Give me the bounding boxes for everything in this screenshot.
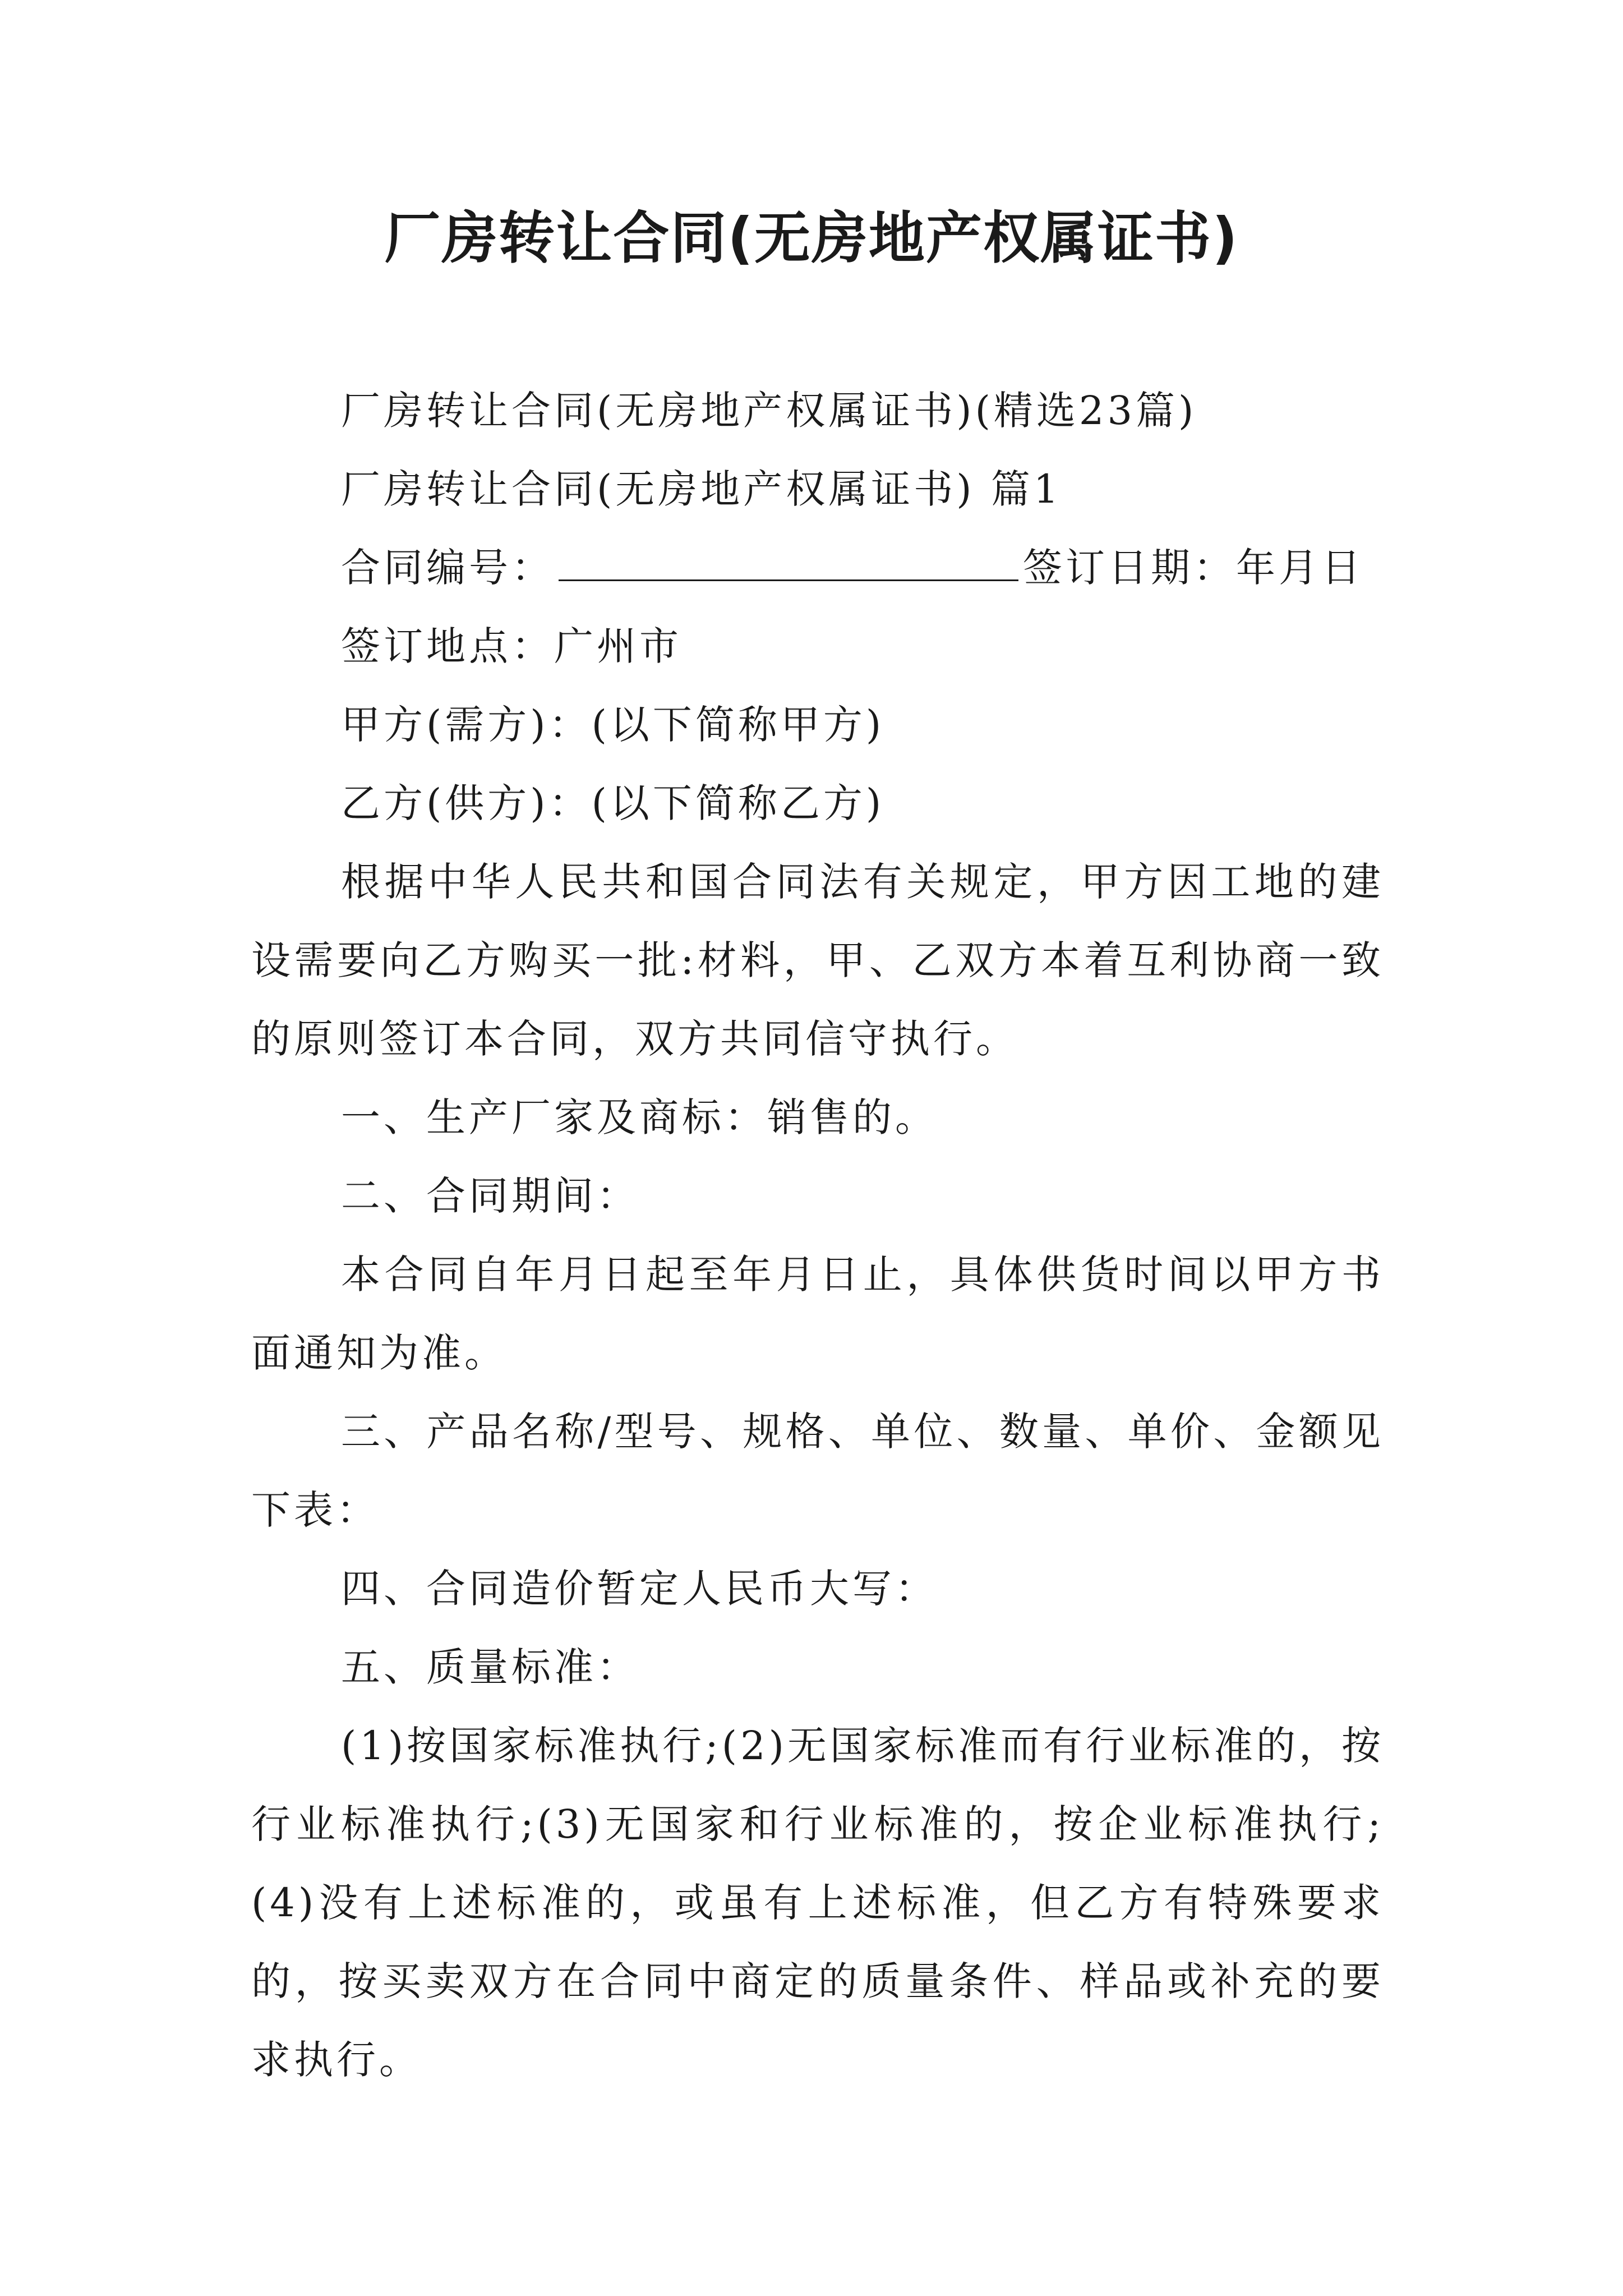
- paragraph-clause-2-body: 本合同自年月日起至年月日止，具体供货时间以甲方书面通知为准。: [251, 1251, 1384, 1376]
- paragraph-clause-1: 一、生产厂家及商标：销售的。: [341, 1094, 938, 1140]
- paragraph-clause-2-heading: 二、合同期间：: [341, 1173, 639, 1219]
- contract-number-line: [251, 528, 1384, 607]
- contract-number-label: 合同编号：: [341, 545, 554, 591]
- paragraph-signing-place: 签订地点：广州市: [341, 623, 682, 669]
- paragraph-party-b: 乙方(供方)：(以下简称乙方): [341, 780, 885, 826]
- paragraph-article-heading: 厂房转让合同(无房地产权属证书) 篇1: [341, 466, 1062, 512]
- paragraph-clause-5-heading: 五、质量标准：: [341, 1644, 639, 1690]
- contract-number-blank: [559, 540, 1018, 581]
- page-title: 厂房转让合同(无房地产权属证书): [384, 205, 1239, 271]
- document-body: [251, 371, 1384, 2099]
- paragraph-clause-4: 四、合同造价暂定人民币大写：: [341, 1566, 938, 1612]
- paragraph-party-a: 甲方(需方)：(以下简称甲方): [341, 702, 885, 748]
- paragraph-preamble: 根据中华人民共和国合同法有关规定，甲方因工地的建设需要向乙方购买一批:材料，甲、乙双方本着互利协商一致的原则签订本合同，双方共同信守执行。: [251, 859, 1384, 1062]
- paragraph-subtitle: 厂房转让合同(无房地产权属证书)(精选23篇): [341, 388, 1197, 434]
- signing-date-label: 签订日期：年月日: [1023, 545, 1364, 591]
- paragraph-clause-5-body: (1)按国家标准执行;(2)无国家标准而有行业标准的，按行业标准执行;(3)无国家和行业标准的，按企业标准执行;(4)没有上述标准的，或虽有上述标准，但乙方有特殊要求的，按买卖双方在合同中商定的质量条件、样品或补充的要求执行。: [251, 1723, 1384, 2083]
- paragraph-clause-3: 三、产品名称/型号、规格、单位、数量、单价、金额见下表：: [251, 1409, 1384, 1533]
